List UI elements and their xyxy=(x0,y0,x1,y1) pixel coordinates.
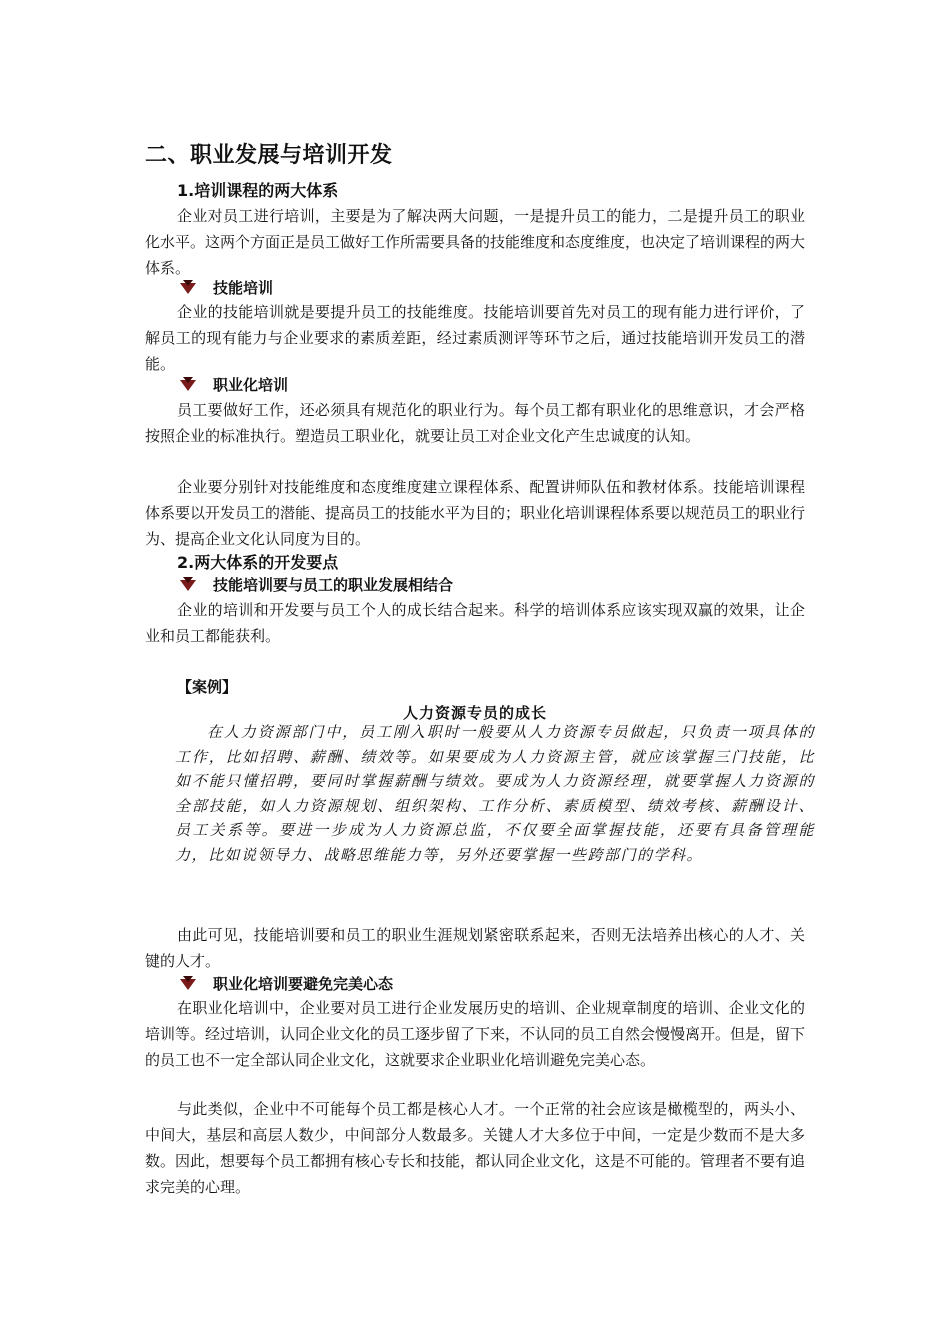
bullet-label: 职业化培训 xyxy=(213,375,289,394)
subsection-title-1: 1.培训课程的两大体系 xyxy=(177,181,339,200)
arrow-down-icon xyxy=(179,576,197,592)
case-title: 人力资源专员的成长 xyxy=(402,704,547,722)
section-title: 二、职业发展与培训开发 xyxy=(145,143,393,168)
arrow-down-icon xyxy=(179,279,197,295)
paragraph-intro: 企业对员工进行培训，主要是为了解决两大问题，一是提升员工的能力，二是提升员工的职业化水平。这两个方面正是员工做好工作所需要具备的技能维度和态度维度，也决定了培训课程的两大体系。 xyxy=(145,207,806,277)
paragraph-summary: 企业要分别针对技能维度和态度维度建立课程体系、配置讲师队伍和教材体系。技能培训课程体系要以开发员工的潜能、提高员工的技能水平为目的；职业化培训课程体系要以规范员工的职业行为、提高企业文化认同度为目的。 xyxy=(145,478,806,548)
bullet-skill-career xyxy=(179,573,453,595)
bullet-label: 技能培训要与员工的职业发展相结合 xyxy=(213,575,454,594)
case-body: 在人力资源部门中，员工刚入职时一般要从人力资源专员做起，只负责一项具体的工作，比如招聘、薪酬、绩效等。如果要成为人力资源主管，就应该掌握三门技能，比如不能只懂招聘，要同时掌握薪酬与绩效。要成为人力资源经理，就要掌握人力资源的全部技能，如人力资源规划、组织架构、工作分析、素质模型、绩效考核、薪酬设计、员工关系等。要进一步成为人力资源总监，不仅要全面掌握技能，还要有具备管理能力，比如说领导力、战略思维能力等，另外还要掌握一些跨部门的学科。 xyxy=(175,723,815,864)
bullet-skill-training xyxy=(179,276,273,298)
subsection-title-2: 2.两大体系的开发要点 xyxy=(177,553,339,572)
bullet-professional-training xyxy=(179,373,288,395)
bullet-label: 职业化培训要避免完美心态 xyxy=(213,974,394,993)
paragraph-case-conclusion: 由此可见，技能培训要和员工的职业生涯规划紧密联系起来，否则无法培养出核心的人才、关键的人才。 xyxy=(145,926,805,970)
paragraph-olive-model: 与此类似，企业中不可能每个员工都是核心人才。一个正常的社会应该是橄榄型的，两头小、中间大，基层和高层人数少，中间部分人数最多。关键人才大多位于中间，一定是少数而不是大多数。因此，想要每个员工都拥有核心专长和技能，都认同企业文化，这是不可能的。管理者不要有追求完美的心理。 xyxy=(145,1100,806,1196)
paragraph-avoid-perfection: 在职业化培训中，企业要对员工进行企业发展历史的培训、企业规章制度的培训、企业文化的培训等。经过培训，认同企业文化的员工逐步留了下来，不认同的员工自然会慢慢离开。但是，留下的员工也不一定全部认同企业文化，这就要求企业职业化培训避免完美心态。 xyxy=(145,999,806,1069)
case-tag: 【案例】 xyxy=(177,678,238,696)
paragraph-professional-training: 员工要做好工作，还必须具有规范化的职业行为。每个员工都有职业化的思维意识，才会严格按照企业的标准执行。塑造员工职业化，就要让员工对企业文化产生忠诚度的认知。 xyxy=(145,401,805,445)
bullet-label: 技能培训 xyxy=(213,278,274,297)
arrow-down-icon xyxy=(179,975,197,991)
bullet-avoid-perfection xyxy=(179,972,393,994)
paragraph-skill-training: 企业的技能培训就是要提升员工的技能维度。技能培训要首先对员工的现有能力进行评价，了解员工的现有能力与企业要求的素质差距，经过素质测评等环节之后，通过技能培训开发员工的潜能。 xyxy=(145,303,805,373)
paragraph-skill-career: 企业的培训和开发要与员工个人的成长结合起来。科学的培训体系应该实现双赢的效果，让企业和员工都能获利。 xyxy=(145,601,805,645)
arrow-down-icon xyxy=(179,376,197,392)
